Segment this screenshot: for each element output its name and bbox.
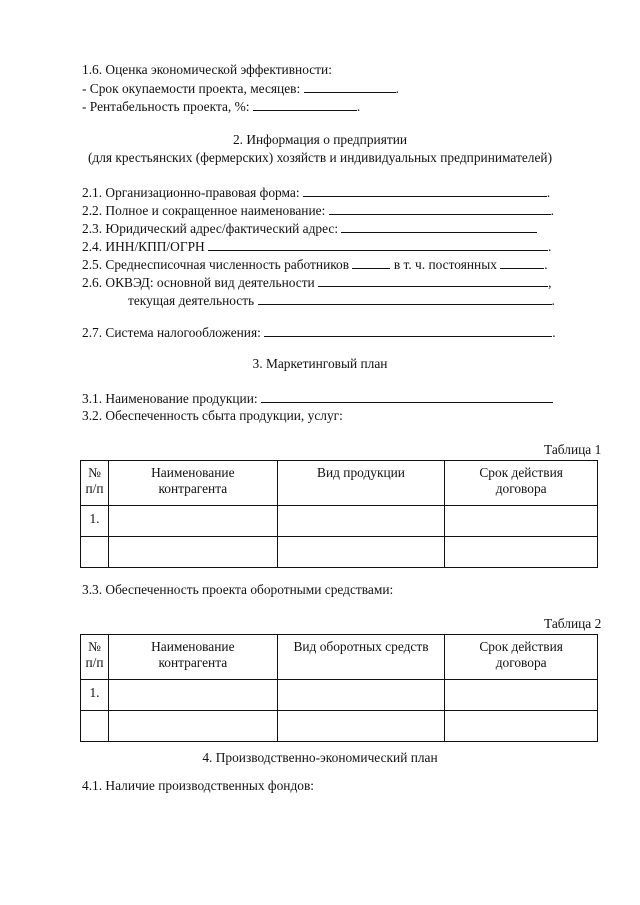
- table1-row1-num: 1.: [81, 506, 109, 537]
- item-2-6: 2.6. ОКВЭД: основной вид деятельности ,: [82, 275, 552, 290]
- table-cell[interactable]: [108, 711, 277, 742]
- employees-field[interactable]: [352, 256, 390, 269]
- table2-header-num: № п/п: [81, 635, 109, 680]
- payback-field[interactable]: [304, 80, 396, 93]
- table-cell[interactable]: [445, 537, 598, 568]
- item-2-2: 2.2. Полное и сокращенное наименование: .: [82, 203, 555, 218]
- table-cell[interactable]: [108, 680, 277, 711]
- section4-title: 4. Производственно-экономический план: [202, 750, 438, 765]
- table2-header-row: [81, 635, 598, 680]
- permanent-employees-field[interactable]: [500, 256, 544, 269]
- table2-header-assets: Вид оборотных средств: [277, 635, 445, 680]
- table1-header-term: Срок действия договора: [445, 461, 598, 506]
- profitability-label: - Рентабельность проекта, %:: [82, 99, 250, 114]
- table-cell[interactable]: [81, 711, 109, 742]
- item-1-6: 1.6. Оценка экономической эффективности:: [82, 62, 332, 77]
- okved-current-field[interactable]: [258, 292, 552, 305]
- table-cell[interactable]: [445, 711, 598, 742]
- item-4-1: 4.1. Наличие производственных фондов:: [82, 778, 315, 793]
- payback-label: - Срок окупаемости проекта, месяцев:: [82, 81, 301, 96]
- table-row: [81, 506, 598, 537]
- table2-caption: Таблица 2: [544, 616, 602, 631]
- item-3-2: 3.2. Обеспеченность сбыта продукции, услуг:: [82, 408, 343, 423]
- name-field[interactable]: [329, 202, 551, 215]
- item-2-7: 2.7. Система налогообложения: .: [82, 325, 556, 340]
- table-2: [80, 634, 598, 742]
- item-2-5: 2.5. Среднесписочная численность работников в т. ч. постоянных .: [82, 257, 548, 272]
- table1-header-row: [81, 461, 598, 506]
- table-cell[interactable]: [277, 680, 445, 711]
- table-row: [81, 537, 598, 568]
- table2-header-counterparty: Наименование контрагента: [108, 635, 277, 680]
- table-row: [81, 711, 598, 742]
- table-cell[interactable]: [108, 506, 277, 537]
- item-2-3: 2.3. Юридический адрес/фактический адрес:: [82, 220, 537, 237]
- table2-header-term: Срок действия договора: [445, 635, 598, 680]
- table1-caption: Таблица 1: [544, 442, 602, 457]
- table-cell[interactable]: [277, 506, 445, 537]
- table1-header-num: № п/п: [81, 461, 109, 506]
- table1-header-counterparty: Наименование контрагента: [108, 461, 277, 506]
- table-cell[interactable]: [81, 537, 109, 568]
- section3-title: 3. Маркетинговый план: [252, 356, 388, 371]
- table-1: [80, 460, 598, 568]
- table-row: [81, 680, 598, 711]
- table-cell[interactable]: [445, 506, 598, 537]
- table-cell[interactable]: [108, 537, 277, 568]
- product-name-field[interactable]: [261, 390, 553, 403]
- item-3-3: 3.3. Обеспеченность проекта оборотными средствами:: [82, 582, 394, 597]
- item-2-6b: текущая деятельность .: [128, 293, 555, 308]
- item-2-1: 2.1. Организационно-правовая форма: .: [82, 185, 551, 200]
- item-3-1: 3.1. Наименование продукции:: [82, 390, 553, 407]
- inn-field[interactable]: [208, 238, 548, 251]
- okved-main-field[interactable]: [318, 274, 548, 287]
- item-2-4: 2.4. ИНН/КПП/ОГРН .: [82, 239, 552, 254]
- address-field[interactable]: [341, 220, 537, 233]
- section2-title: 2. Информация о предприятии: [232, 132, 408, 147]
- payback-line: - Срок окупаемости проекта, месяцев: .: [82, 81, 399, 96]
- table1-header-product: Вид продукции: [277, 461, 445, 506]
- tax-system-field[interactable]: [264, 324, 552, 337]
- table-cell[interactable]: [277, 711, 445, 742]
- section2-subtitle: (для крестьянских (фермерских) хозяйств и индивидуальных предпринимателей): [87, 150, 553, 165]
- org-form-field[interactable]: [303, 184, 547, 197]
- table-cell[interactable]: [445, 680, 598, 711]
- table2-row1-num: 1.: [81, 680, 109, 711]
- profitability-line: - Рентабельность проекта, %: .: [82, 99, 361, 114]
- profitability-field[interactable]: [253, 98, 357, 111]
- table-cell[interactable]: [277, 537, 445, 568]
